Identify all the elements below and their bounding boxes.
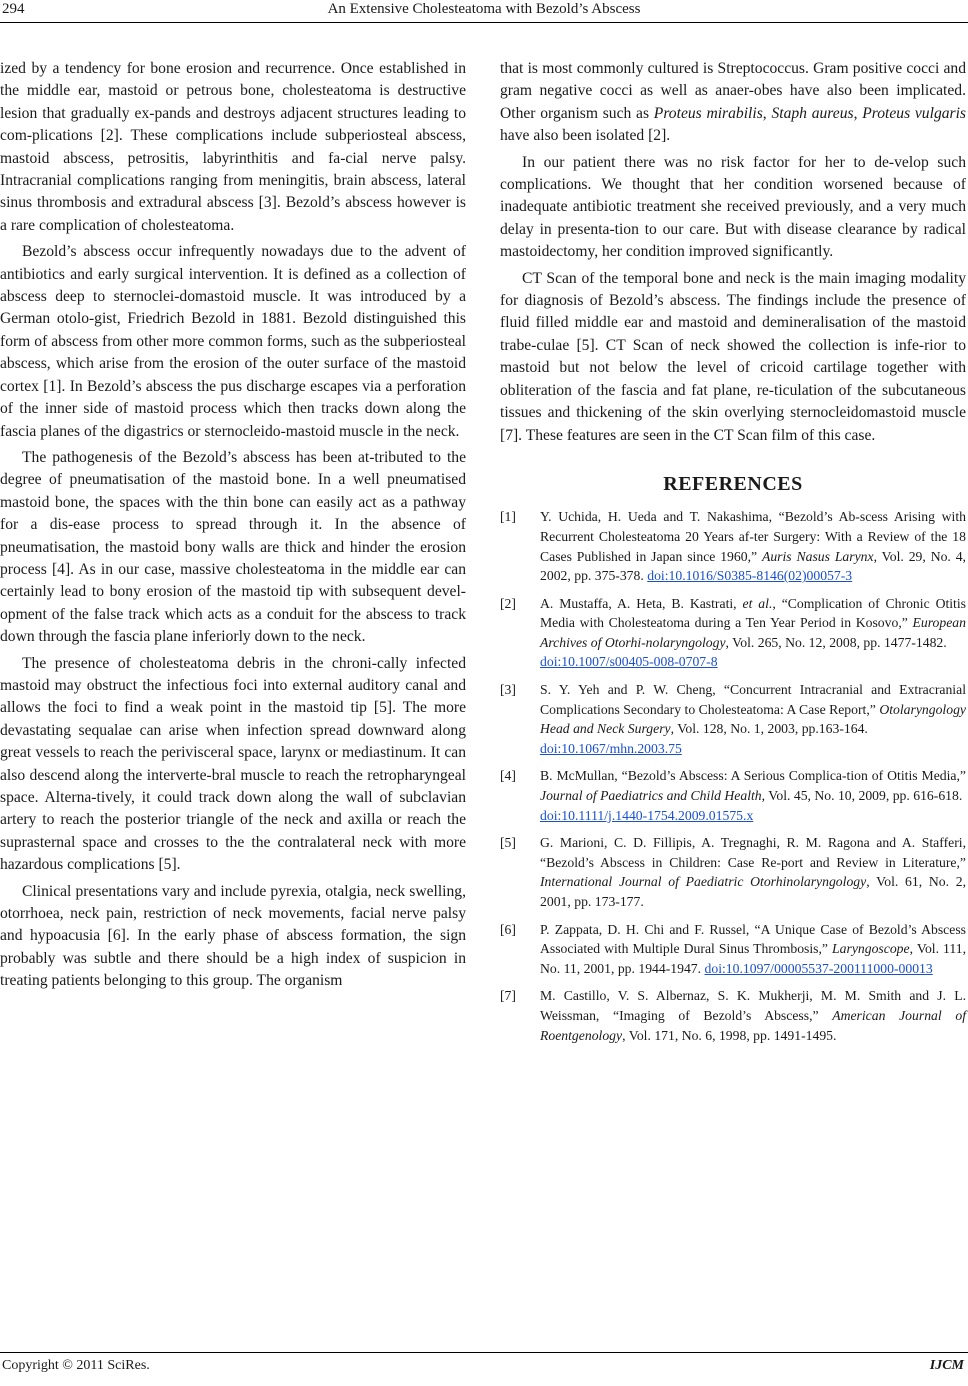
journal-name: Laryngoscope: [832, 941, 910, 957]
text-run: , Vol. 111, No. 11, 2001, pp. 1944-1947.: [540, 941, 966, 976]
body-paragraph: The pathogenesis of the Bezold’s abscess has been at-tributed to the degree of pneumatisation of the mastoid bone. In a well pneumatised mastoid bone, the spaces with the thin bone can easily act as a pathway for a dis-ease process to spread through it. In the absence of pneumatisation, the mastoid bony walls are thick and hinder the erosion process [4]. As in our case, massive cholesteatoma in the middle ear can certainly lead to bony erosion of the mastoid tip with subsequent devel-opment of the false track which acts as a conduit for the abscess to track down through the fascia plane inferiorly down to the neck.: [0, 448, 466, 646]
text-run: G. Marioni, C. D. Fillipis, A. Tregnaghi, R. M. Ragona and A. Stafferi, “Bezold’s Abscess in Children: Case Re-port and Review in Literature,”: [540, 835, 966, 870]
header-divider: [0, 22, 968, 23]
doi-link[interactable]: doi:10.1016/S0385-8146(02)00057-3: [647, 568, 853, 584]
text-run: B. McMullan, “Bezold’s Abscess: A Serious Complica-tion of Otitis Media,”: [540, 768, 966, 784]
journal-abbreviation: IJCM: [929, 1358, 964, 1373]
journal-name: Otolaryngology Head and Neck Surgery: [540, 701, 966, 737]
reference-item: [500, 766, 966, 825]
text-run: A. Mustaffa, A. Heta, B. Kastrati,: [540, 595, 743, 611]
text-run: have also been isolated [2].: [500, 127, 671, 145]
reference-item: [500, 986, 966, 1045]
right-column: [500, 58, 966, 1053]
journal-name: American Journal of Roentgenology: [540, 1007, 966, 1043]
text-run: , Vol. 128, No. 1, 2003, pp.163-164.: [670, 721, 868, 737]
et-al: et al.: [742, 595, 773, 611]
text-run: , Vol. 29, No. 4, 2002, pp. 375-378.: [540, 548, 966, 584]
organism-name: Staph aureus: [771, 104, 854, 122]
doi-link[interactable]: doi:10.1111/j.1440-1754.2009.01575.x: [540, 807, 754, 823]
reference-body: [540, 766, 966, 825]
text-run: , “Complication of Chronic Otitis Media with Cholesteatoma during a Ten Year Period in Kosovo,”: [540, 595, 966, 631]
journal-name: International Journal of Paediatric Otorhinolaryngology: [540, 874, 867, 890]
reference-number: [4]: [500, 768, 516, 784]
reference-item: [500, 594, 966, 672]
journal-name: Journal of Paediatrics and Child Health: [540, 788, 762, 804]
page-number: 294: [2, 1, 25, 17]
reference-item: [500, 833, 966, 911]
reference-body: [540, 680, 966, 758]
reference-body: [540, 986, 966, 1045]
body-paragraph: In our patient there was no risk factor for her to de-velop such complications. We thought that her condition worsened because of inadequate antibiotic treatment she received previously, and a very much delay in presenta-tion to our care. But with disease clearance by radical mastoidectomy, her condition improved significantly.: [500, 153, 966, 261]
body-paragraph: Bezold’s abscess occur infrequently nowadays due to the advent of antibiotics and early surgical intervention. It is defined as a collection of abscess deep to sternoclei-domastoid muscle. It was introduced by a German otolo-gist, Friedrich Bezold in 1881. Bezold distinguished this form of abscess from other more common forms, such as the subperiosteal abscess, which arise from the erosion of the outer surface of the mastoid cortex [1]. In Bezold’s abscess the pus discharge escapes via a perforation of the inner side of mastoid process which then tracks down along the fascia planes of the digastrics or sternocleido-mastoid muscle in the neck.: [0, 243, 466, 440]
text-run: that is most commonly cultured is Streptococcus. Gram positive cocci and gram negative cocci as well as anaer-obes have also been implicated. Other organism such as: [500, 60, 966, 122]
body-paragraph: ized by a tendency for bone erosion and recurrence. Once established in the middle ear, mastoid or petrous bone, cholesteatoma is destructive lesion that gradually ex-pands and destroys adjacent structures leading to com-plications [2]. These complications include subperiosteal abscess, mastoid abscess, petrositis, labyrinthitis and fa-cial nerve palsy. Intracranial complications ranging from meningitis, brain abscess, lateral sinus thrombosis and extradural abscess [3]. Bezold’s abscess however is a rare complication of cholesteatoma.: [0, 60, 466, 234]
body-paragraph: The presence of cholesteatoma debris in the chroni-cally infected mastoid may obstruct the infectious foci into external auditory canal and allows the foci to find a weak point in the mastoid tip [5]. The more devastating sequalae can arise when infection spread downward along great vessels to reach the perivisceral space, larynx or mediastinum. It can also descend along the interverte-bral muscle to reach the retropharyngeal space. Alterna-tively, it could track down along the wall of subclavian artery to reach the posterior triangle of the neck and axilla or reach the suprasternal space and crosses to the the contralateral neck with more hazardous complications [5].: [0, 654, 466, 874]
footer-divider: [0, 1352, 968, 1353]
journal-name: Auris Nasus Larynx: [761, 548, 874, 564]
reference-body: [540, 920, 966, 979]
text-run: ,: [762, 104, 772, 122]
reference-body: [540, 594, 966, 672]
reference-number: [5]: [500, 835, 516, 851]
doi-link[interactable]: doi:10.1067/mhn.2003.75: [540, 740, 682, 756]
reference-list: [500, 507, 966, 1045]
text-run: , Vol. 171, No. 6, 1998, pp. 1491-1495.: [622, 1027, 837, 1043]
references-heading: REFERENCES: [663, 472, 803, 495]
reference-number: [3]: [500, 682, 516, 698]
reference-body: [540, 507, 966, 585]
organism-name: Proteus vulgaris: [862, 104, 967, 122]
text-run: , Vol. 45, No. 10, 2009, pp. 616-618.: [761, 788, 963, 804]
reference-number: [1]: [500, 509, 516, 525]
body-paragraph: CT Scan of the temporal bone and neck is the main imaging modality for diagnosis of Bezold’s abscess. The findings include the presence of fluid filled middle ear and mastoid and demineralisation of the mastoid trabe-culae [5]. CT Scan of neck showed the collection is infe-rior to mastoid but not below the level of cricoid cartilage together with obliteration of the fascia and fat plane, re-ticulation of the subcutaneous tissues and thickening of the skin overlying sternocleidomastoid muscle [7]. These features are seen in the CT Scan film of this case.: [500, 269, 966, 444]
text-run: P. Zappata, D. H. Chi and F. Russel, “A Unique Case of Bezold’s Abscess Associated with Multiple Dural Sinus Thrombosis,”: [540, 921, 966, 957]
doi-link[interactable]: doi:10.1007/s00405-008-0707-8: [540, 654, 718, 670]
copyright-notice: Copyright © 2011 SciRes.: [2, 1358, 150, 1373]
left-column: [0, 58, 466, 993]
organism-name: Proteus mirabilis: [653, 104, 763, 122]
reference-number: [6]: [500, 921, 516, 937]
text-run: S. Y. Yeh and P. W. Cheng, “Concurrent Intracranial and Extracranial Complications Secondary to Cholesteatoma: A Case Report,”: [540, 682, 966, 717]
text-run: M. Castillo, V. S. Albernaz, S. K. Mukherji, M. M. Smith and J. L. Weissman, “Imaging of Bezold’s Abscess,”: [540, 988, 966, 1023]
doi-link[interactable]: doi:10.1097/00005537-200111000-00013: [704, 960, 933, 976]
text-run: , Vol. 61, No. 2, 2001, pp. 173-177.: [540, 874, 966, 909]
journal-name: European Archives of Otorhi-nolaryngology: [540, 615, 966, 650]
text-run: , Vol. 265, No. 12, 2008, pp. 1477-1482.: [725, 634, 947, 650]
reference-number: [7]: [500, 988, 516, 1004]
page-header: [0, 0, 968, 24]
reference-body: [540, 833, 966, 911]
body-paragraph: Clinical presentations vary and include pyrexia, otalgia, neck swelling, otorrhoea, neck pain, restriction of neck movements, facial nerve palsy and hypoacusia [6]. In the early phase of abscess formation, the sign probably was subtle and there should be a high index of suspicion in treating patients belonging to this group. The organism: [0, 882, 466, 990]
reference-item: [500, 920, 966, 979]
text-run: ,: [853, 104, 863, 122]
reference-item: [500, 507, 966, 585]
body-paragraph: [500, 58, 966, 148]
reference-item: [500, 680, 966, 758]
text-run: Y. Uchida, H. Ueda and T. Nakashima, “Bezold’s Ab-scess Arising with Recurrent Cholesteatoma 20 Years af-ter Surgery: With a Review of the 18 Cases Published in Japan since 1960,”: [540, 509, 966, 564]
running-title: An Extensive Cholesteatoma with Bezold’s Abscess: [327, 1, 641, 17]
reference-number: [2]: [500, 595, 516, 611]
